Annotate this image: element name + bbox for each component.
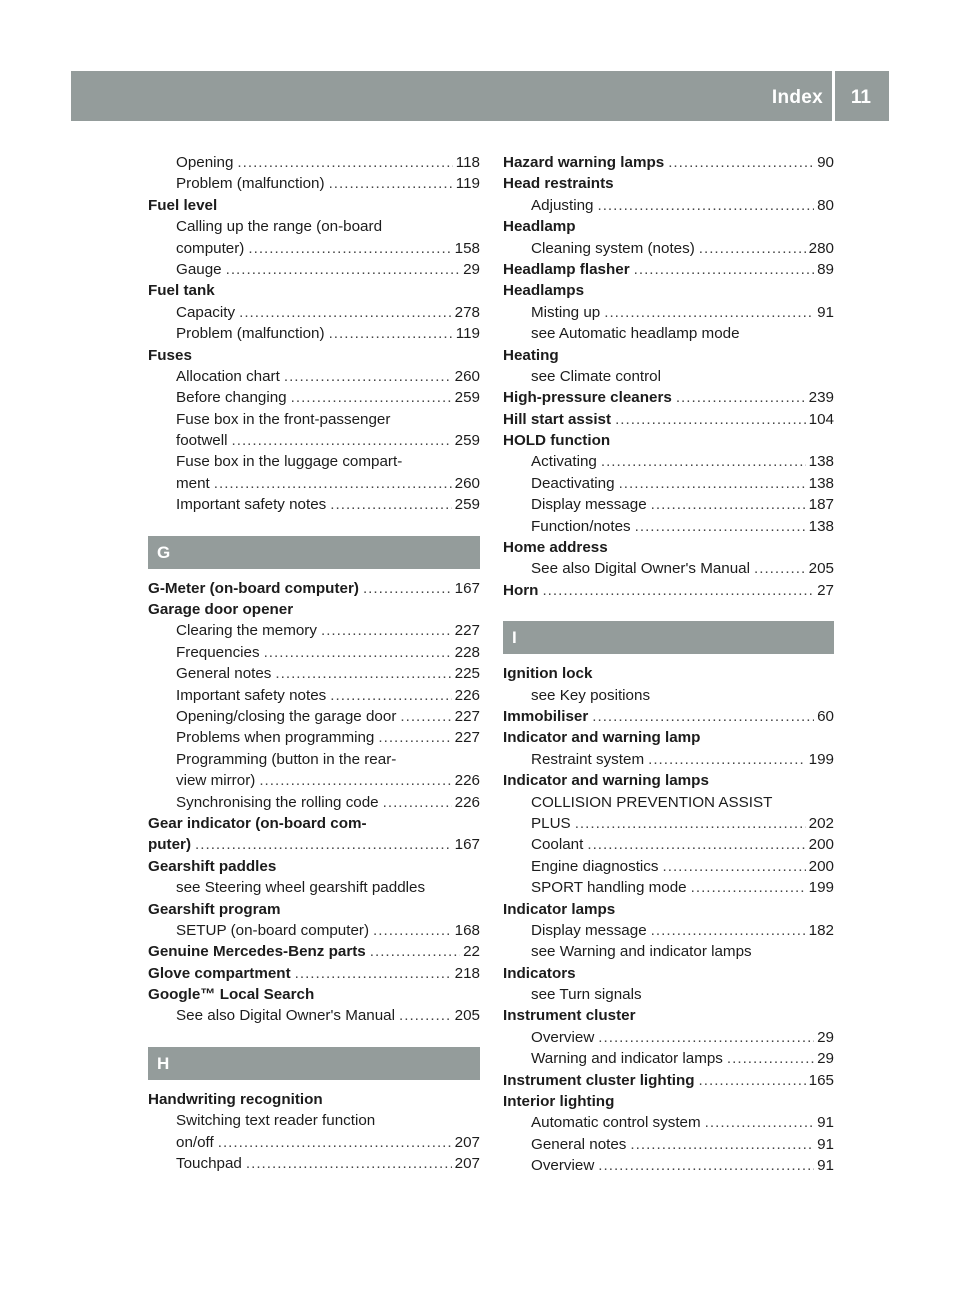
dot-leader — [651, 920, 806, 941]
page-reference[interactable]: 200 — [808, 836, 834, 854]
index-subentry — [503, 1048, 834, 1069]
dot-leader — [214, 473, 452, 494]
entry-label: Synchronising the rolling code — [176, 793, 379, 811]
page-reference[interactable]: 22 — [463, 943, 480, 961]
dot-leader — [264, 642, 452, 663]
entry-label: Instrument cluster lighting — [503, 1071, 695, 1089]
page-reference[interactable]: 239 — [808, 389, 834, 407]
index-subentry — [148, 770, 480, 791]
index-subentry — [148, 409, 480, 430]
index-subentry — [148, 259, 480, 280]
dot-leader — [754, 558, 806, 579]
entry-label: Instrument cluster — [503, 1007, 636, 1025]
entry-label: Fuse box in the luggage compart- — [176, 453, 403, 471]
index-entry — [503, 1070, 834, 1091]
index-subentry — [503, 195, 834, 216]
entry-label: Horn — [503, 581, 539, 599]
page-reference[interactable]: 91 — [817, 1135, 834, 1153]
page-reference[interactable]: 259 — [454, 389, 480, 407]
page-reference[interactable]: 104 — [808, 410, 834, 428]
page-reference[interactable]: 91 — [817, 303, 834, 321]
dot-leader — [239, 302, 452, 323]
index-entry — [503, 216, 834, 237]
dot-leader — [330, 685, 451, 706]
dot-leader — [370, 941, 460, 962]
entry-label: See also Digital Owner's Manual — [176, 1007, 396, 1025]
entry-label: SETUP (on-board computer) — [176, 921, 370, 939]
entry-label: ment — [176, 474, 210, 492]
entry-label: Function/notes — [531, 517, 631, 535]
dot-leader — [598, 1155, 814, 1176]
dot-leader — [237, 152, 452, 173]
dot-leader — [663, 856, 806, 877]
entry-label: Indicator lamps — [503, 900, 616, 918]
dot-leader — [604, 302, 814, 323]
page-reference[interactable]: 218 — [454, 964, 480, 982]
dot-leader — [676, 387, 806, 408]
page-header — [71, 71, 889, 121]
index-subentry — [503, 302, 834, 323]
index-entry — [148, 941, 480, 962]
index-entry — [503, 345, 834, 366]
index-entry — [148, 195, 480, 216]
dot-leader — [648, 749, 806, 770]
page-reference[interactable]: 182 — [808, 921, 834, 939]
entry-label: Overview — [531, 1028, 595, 1046]
page-reference[interactable]: 207 — [454, 1155, 480, 1173]
entry-label: Immobiliser — [503, 707, 589, 725]
entry-label: Engine diagnostics — [531, 857, 659, 875]
page-reference[interactable]: 167 — [454, 579, 480, 597]
entry-label: footwell — [176, 432, 228, 450]
index-subentry — [503, 558, 834, 579]
entry-label: Gauge — [176, 260, 222, 278]
page-reference[interactable]: 228 — [454, 643, 480, 661]
dot-leader — [699, 238, 806, 259]
entry-label: Indicator and warning lamps — [503, 772, 709, 790]
index-entry — [503, 663, 834, 684]
entry-label: Restraint system — [531, 750, 645, 768]
entry-label: Allocation chart — [176, 367, 280, 385]
index-entry — [148, 899, 480, 920]
entry-label: computer) — [176, 239, 245, 257]
dot-leader — [598, 1027, 814, 1048]
page-reference[interactable]: 260 — [454, 474, 480, 492]
dot-leader — [587, 834, 805, 855]
page-reference[interactable]: 226 — [454, 772, 480, 790]
page-reference[interactable]: 259 — [454, 432, 480, 450]
entry-label: see Warning and indicator lamps — [531, 943, 752, 961]
index-entry — [503, 706, 834, 727]
entry-label: General notes — [176, 665, 272, 683]
index-entry — [503, 387, 834, 408]
page-reference[interactable]: 207 — [454, 1133, 480, 1151]
section-header: H — [148, 1047, 480, 1080]
index-subentry — [503, 749, 834, 770]
entry-label: Ignition lock — [503, 665, 593, 683]
entry-label: Adjusting — [531, 196, 594, 214]
entry-label: Calling up the range (on-board — [176, 218, 383, 236]
entry-label: Headlamp — [503, 218, 576, 236]
page-reference[interactable]: 226 — [454, 793, 480, 811]
page-reference[interactable]: 227 — [454, 729, 480, 747]
section-header: I — [503, 621, 834, 654]
index-subentry — [503, 1112, 834, 1133]
page-reference[interactable]: 278 — [454, 303, 480, 321]
dot-leader — [275, 663, 451, 684]
index-entry — [148, 813, 480, 834]
index-entry — [503, 280, 834, 301]
index-subentry — [503, 323, 834, 344]
page-reference[interactable]: 205 — [454, 1007, 480, 1025]
page-reference[interactable]: 80 — [817, 196, 834, 214]
index-subentry — [148, 430, 480, 451]
dot-leader — [601, 451, 806, 472]
entry-label: Activating — [531, 453, 597, 471]
index-subentry — [503, 1134, 834, 1155]
index-subentry — [503, 685, 834, 706]
index-entry — [148, 984, 480, 1005]
section-header: G — [148, 536, 480, 569]
entry-label: Indicators — [503, 964, 576, 982]
index-subentry — [148, 920, 480, 941]
entry-label: Touchpad — [176, 1155, 242, 1173]
index-entry — [503, 1091, 834, 1112]
entry-label: Opening/closing the garage door — [176, 707, 397, 725]
entry-label: Glove compartment — [148, 964, 291, 982]
page-reference[interactable]: 27 — [817, 581, 834, 599]
entry-label: Display message — [531, 921, 647, 939]
dot-leader — [329, 173, 453, 194]
entry-label: Before changing — [176, 389, 287, 407]
entry-label: Headlamp flasher — [503, 260, 630, 278]
dot-leader — [597, 195, 814, 216]
index-subentry — [503, 366, 834, 387]
page-reference[interactable]: 90 — [817, 154, 834, 171]
entry-label: Garage door opener — [148, 601, 294, 619]
index-subentry — [503, 920, 834, 941]
dot-leader — [668, 152, 814, 173]
entry-label: High-pressure cleaners — [503, 389, 672, 407]
entry-label: Heating — [503, 346, 559, 364]
dot-leader — [592, 706, 814, 727]
entry-label: on/off — [176, 1133, 214, 1151]
index-entry — [503, 259, 834, 280]
entry-label: Coolant — [531, 836, 584, 854]
index-subentry — [148, 323, 480, 344]
page-reference[interactable]: 91 — [817, 1157, 834, 1175]
index-subentry — [148, 387, 480, 408]
index-subentry — [503, 834, 834, 855]
page-reference[interactable]: 225 — [454, 665, 480, 683]
page-reference[interactable]: 158 — [454, 239, 480, 257]
entry-label: Handwriting recognition — [148, 1090, 323, 1108]
index-subentry — [503, 516, 834, 537]
index-subentry — [503, 1155, 834, 1176]
entry-label: Cleaning system (notes) — [531, 239, 695, 257]
dot-leader — [295, 963, 452, 984]
index-subentry — [148, 451, 480, 472]
dot-leader — [195, 834, 452, 855]
entry-label: Hill start assist — [503, 410, 612, 428]
page-reference[interactable]: 227 — [454, 622, 480, 640]
index-subentry — [148, 685, 480, 706]
entry-label: PLUS — [531, 814, 571, 832]
dot-leader — [363, 578, 452, 599]
index-column-left — [148, 152, 480, 1174]
index-entry — [148, 345, 480, 366]
entry-label: Opening — [176, 154, 234, 171]
index-subentry — [148, 642, 480, 663]
index-subentry — [148, 620, 480, 641]
index-subentry — [503, 451, 834, 472]
index-entry — [148, 1089, 480, 1110]
entry-label: Problems when programming — [176, 729, 375, 747]
entry-label: Gearshift program — [148, 900, 281, 918]
dot-leader — [246, 1153, 452, 1174]
index-entry — [148, 856, 480, 877]
index-entry — [503, 727, 834, 748]
index-subentry — [148, 302, 480, 323]
index-entry — [148, 578, 480, 599]
index-entry — [148, 280, 480, 301]
entry-label: Clearing the memory — [176, 622, 317, 640]
entry-label: see Key positions — [531, 686, 651, 704]
index-subentry — [148, 877, 480, 898]
header-divider — [832, 71, 835, 121]
page-reference[interactable]: 119 — [455, 325, 480, 343]
entry-label: General notes — [531, 1135, 627, 1153]
page-reference[interactable]: 168 — [454, 921, 480, 939]
entry-label: Fuse box in the front-passenger — [176, 410, 391, 428]
dot-leader — [248, 238, 451, 259]
entry-label: Fuel level — [148, 196, 218, 214]
index-entry — [503, 173, 834, 194]
index-entry — [503, 770, 834, 791]
dot-leader — [575, 813, 806, 834]
entry-label: Gearshift paddles — [148, 857, 277, 875]
entry-label: Frequencies — [176, 643, 260, 661]
dot-leader — [399, 1005, 452, 1026]
index-entry — [503, 430, 834, 451]
entry-label: Misting up — [531, 303, 601, 321]
entry-label: Automatic control system — [531, 1114, 701, 1132]
entry-label: COLLISION PREVENTION ASSIST — [531, 793, 773, 811]
dot-leader — [321, 620, 452, 641]
dot-leader — [291, 387, 452, 408]
index-entry — [148, 963, 480, 984]
entry-label: Head restraints — [503, 175, 614, 193]
index-subentry — [148, 1005, 480, 1026]
dot-leader — [383, 792, 452, 813]
dot-leader — [232, 430, 452, 451]
entry-label: Google™ Local Search — [148, 986, 315, 1004]
entry-label: Headlamps — [503, 282, 585, 300]
entry-label: Interior lighting — [503, 1093, 615, 1111]
index-subentry — [148, 1153, 480, 1174]
page-reference[interactable]: 89 — [817, 260, 834, 278]
dot-leader — [705, 1112, 814, 1133]
index-subentry — [148, 792, 480, 813]
page-reference[interactable]: 119 — [455, 175, 480, 193]
page-reference[interactable]: 165 — [808, 1071, 834, 1089]
index-subentry — [148, 706, 480, 727]
dot-leader — [727, 1048, 814, 1069]
entry-label: Genuine Mercedes-Benz parts — [148, 943, 366, 961]
entry-label: SPORT handling mode — [531, 879, 687, 897]
index-subentry — [503, 941, 834, 962]
entry-label: Warning and indicator lamps — [531, 1050, 723, 1068]
index-subentry — [148, 473, 480, 494]
page-reference[interactable]: 138 — [808, 453, 834, 471]
dot-leader — [635, 516, 806, 537]
index-entry — [503, 963, 834, 984]
index-subentry — [503, 1027, 834, 1048]
entry-label: Problem (malfunction) — [176, 175, 325, 193]
dot-leader — [630, 1134, 814, 1155]
index-subentry — [148, 216, 480, 237]
entry-label: see Climate control — [531, 367, 661, 385]
index-subentry — [148, 727, 480, 748]
page-reference[interactable]: 29 — [817, 1050, 834, 1068]
dot-leader — [400, 706, 451, 727]
dot-leader — [542, 580, 814, 601]
entry-label: see Automatic headlamp mode — [531, 325, 740, 343]
index-entry — [503, 409, 834, 430]
entry-label: view mirror) — [176, 772, 256, 790]
entry-label: Capacity — [176, 303, 236, 321]
entry-label: Fuel tank — [148, 282, 215, 300]
dot-leader — [259, 770, 451, 791]
entry-label: See also Digital Owner's Manual — [531, 560, 751, 578]
page-reference[interactable]: 226 — [454, 686, 480, 704]
index-subentry — [148, 1132, 480, 1153]
page-reference[interactable]: 200 — [808, 857, 834, 875]
dot-leader — [378, 727, 451, 748]
index-subentry — [148, 494, 480, 515]
page-reference[interactable]: 138 — [808, 517, 834, 535]
page-reference[interactable]: 259 — [454, 496, 480, 514]
index-entry — [503, 537, 834, 558]
entry-label: Fuses — [148, 346, 192, 364]
page-reference[interactable]: 60 — [817, 707, 834, 725]
index-entry — [503, 1005, 834, 1026]
index-subentry — [148, 1110, 480, 1131]
index-subentry — [148, 663, 480, 684]
page-reference[interactable]: 199 — [808, 879, 834, 897]
dot-leader — [651, 494, 806, 515]
entry-label: Hazard warning lamps — [503, 154, 665, 171]
entry-label: G-Meter (on-board computer) — [148, 579, 359, 597]
entry-label: Display message — [531, 496, 647, 514]
entry-label: Problem (malfunction) — [176, 325, 325, 343]
dot-leader — [218, 1132, 452, 1153]
index-entry — [148, 599, 480, 620]
dot-leader — [329, 323, 453, 344]
dot-leader — [615, 409, 806, 430]
index-column-right — [503, 152, 834, 1177]
index-subentry — [503, 792, 834, 813]
page-reference[interactable]: 227 — [454, 707, 480, 725]
entry-label: Important safety notes — [176, 686, 327, 704]
index-subentry — [503, 494, 834, 515]
entry-label: Indicator and warning lamp — [503, 729, 701, 747]
index-subentry — [503, 856, 834, 877]
index-subentry — [148, 173, 480, 194]
entry-label: Home address — [503, 539, 608, 557]
dot-leader — [373, 920, 452, 941]
entry-label: Switching text reader function — [176, 1112, 376, 1130]
dot-leader — [619, 473, 806, 494]
dot-leader — [284, 366, 452, 387]
index-subentry — [148, 749, 480, 770]
index-subentry — [148, 366, 480, 387]
page-title: Index — [771, 87, 823, 108]
dot-leader — [699, 1070, 806, 1091]
page-reference[interactable]: 280 — [808, 239, 834, 257]
entry-label: see Turn signals — [531, 986, 642, 1004]
index-subentry — [148, 238, 480, 259]
dot-leader — [226, 259, 460, 280]
entry-label: puter) — [148, 836, 192, 854]
index-entry — [503, 580, 834, 601]
page-reference[interactable]: 29 — [463, 260, 480, 278]
page-reference[interactable]: 187 — [808, 496, 834, 514]
page-reference[interactable]: 202 — [808, 814, 834, 832]
page-reference[interactable]: 91 — [817, 1114, 834, 1132]
index-subentry — [503, 473, 834, 494]
page-reference[interactable]: 138 — [808, 474, 834, 492]
index-subentry — [503, 877, 834, 898]
page-reference[interactable]: 260 — [454, 367, 480, 385]
entry-label: HOLD function — [503, 432, 611, 450]
page-reference[interactable]: 29 — [817, 1028, 834, 1046]
entry-label: Deactivating — [531, 474, 615, 492]
index-entry — [148, 834, 480, 855]
index-entry — [503, 152, 834, 173]
entry-label: Gear indicator (on-board com- — [148, 814, 367, 832]
entry-label: Important safety notes — [176, 496, 327, 514]
page-number: 11 — [850, 87, 871, 108]
dot-leader — [634, 259, 814, 280]
page-reference[interactable]: 118 — [455, 154, 480, 171]
page-reference[interactable]: 199 — [808, 750, 834, 768]
index-subentry — [503, 813, 834, 834]
index-subentry — [503, 238, 834, 259]
index-subentry — [503, 984, 834, 1005]
dot-leader — [330, 494, 451, 515]
index-entry — [503, 899, 834, 920]
page-reference[interactable]: 205 — [808, 560, 834, 578]
entry-label: Overview — [531, 1157, 595, 1175]
index-subentry — [148, 152, 480, 173]
dot-leader — [691, 877, 806, 898]
entry-label: see Steering wheel gearshift paddles — [176, 879, 426, 897]
entry-label: Programming (button in the rear- — [176, 750, 397, 768]
page-reference[interactable]: 167 — [454, 836, 480, 854]
